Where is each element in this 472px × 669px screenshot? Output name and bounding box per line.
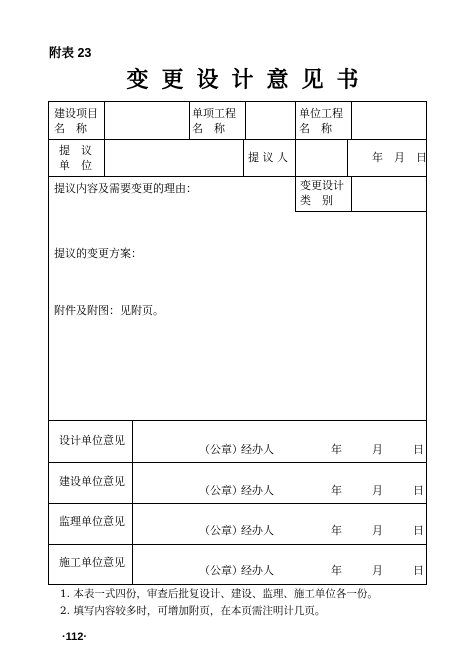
rule-v-r2a [243, 139, 244, 176]
opinion-contractor-label: 施工单位意见 [59, 556, 125, 569]
opinion-contractor-month: 月 [372, 564, 383, 577]
unit-project-label: 单位工程 名 称 [299, 107, 343, 135]
rule-v-mid [295, 102, 296, 211]
form-title: 变更设计意见书 [126, 67, 372, 93]
opinion-contractor-day: 日 [413, 564, 424, 577]
item-project-label: 单项工程 名 称 [192, 107, 236, 135]
rule-v-r2b [347, 139, 348, 176]
page-number: ·112· [62, 631, 88, 643]
opinion-construction-month: 月 [372, 484, 383, 497]
rule-row1 [49, 139, 426, 140]
opinion-design-day: 日 [413, 443, 424, 456]
project-name-label: 建设项目 名 称 [54, 107, 98, 135]
note-2: 2. 填写内容较多时，可增加附页，在本页需注明计几页。 [60, 605, 326, 617]
opinion-design-label: 设计单位意见 [59, 434, 125, 447]
attachments-label: 附件及附图：见附页。 [54, 304, 164, 317]
rule-v-label [104, 102, 105, 176]
opinion-design-seal: （公章） [199, 443, 243, 456]
rule-v-r1a [189, 102, 190, 139]
opinion-construction-year: 年 [331, 484, 342, 497]
rule-v-r1c [351, 102, 352, 139]
opinion-supervision-day: 日 [413, 524, 424, 537]
rule-category [295, 211, 426, 212]
reason-label: 提议内容及需要变更的理由： [54, 182, 197, 195]
opinion-supervision-seal: （公章） [199, 524, 243, 537]
opinion-supervision-year: 年 [331, 524, 342, 537]
opinion-design-year: 年 [331, 443, 342, 456]
opinion-contractor-year: 年 [331, 564, 342, 577]
date-year: 年 [372, 151, 383, 164]
opinion-contractor-seal: （公章） [199, 564, 243, 577]
proposing-unit-label: 提 议 单 位 [59, 144, 92, 172]
rule-v-r1b [245, 102, 246, 139]
form-table [48, 101, 427, 585]
rule-op3 [49, 503, 426, 504]
date-month: 月 [394, 151, 405, 164]
opinion-contractor-handler: 经办人 [241, 564, 274, 577]
plan-label: 提议的变更方案： [54, 247, 142, 260]
proposer-label: 提 议 人 [248, 151, 288, 164]
rule-v-opinions [132, 420, 133, 584]
opinion-supervision-month: 月 [372, 524, 383, 537]
opinion-construction-label: 建设单位意见 [59, 475, 125, 488]
date-day: 日 [416, 151, 427, 164]
opinion-supervision-handler: 经办人 [241, 524, 274, 537]
rule-v-cat [351, 176, 352, 211]
opinion-construction-seal: （公章） [199, 484, 243, 497]
category-label: 变更设计 类 别 [300, 179, 344, 207]
opinion-construction-handler: 经办人 [241, 484, 274, 497]
note-1: 1. 本表一式四份，审查后批复设计、建设、监理、施工单位各一份。 [60, 588, 378, 600]
appendix-label: 附表 23 [49, 46, 92, 60]
rule-opinions [49, 420, 426, 421]
opinion-construction-day: 日 [413, 484, 424, 497]
opinion-design-month: 月 [372, 443, 383, 456]
rule-op2 [49, 462, 426, 463]
opinion-supervision-label: 监理单位意见 [59, 515, 125, 528]
rule-row2 [49, 176, 426, 177]
opinion-design-handler: 经办人 [241, 443, 274, 456]
rule-op4 [49, 544, 426, 545]
